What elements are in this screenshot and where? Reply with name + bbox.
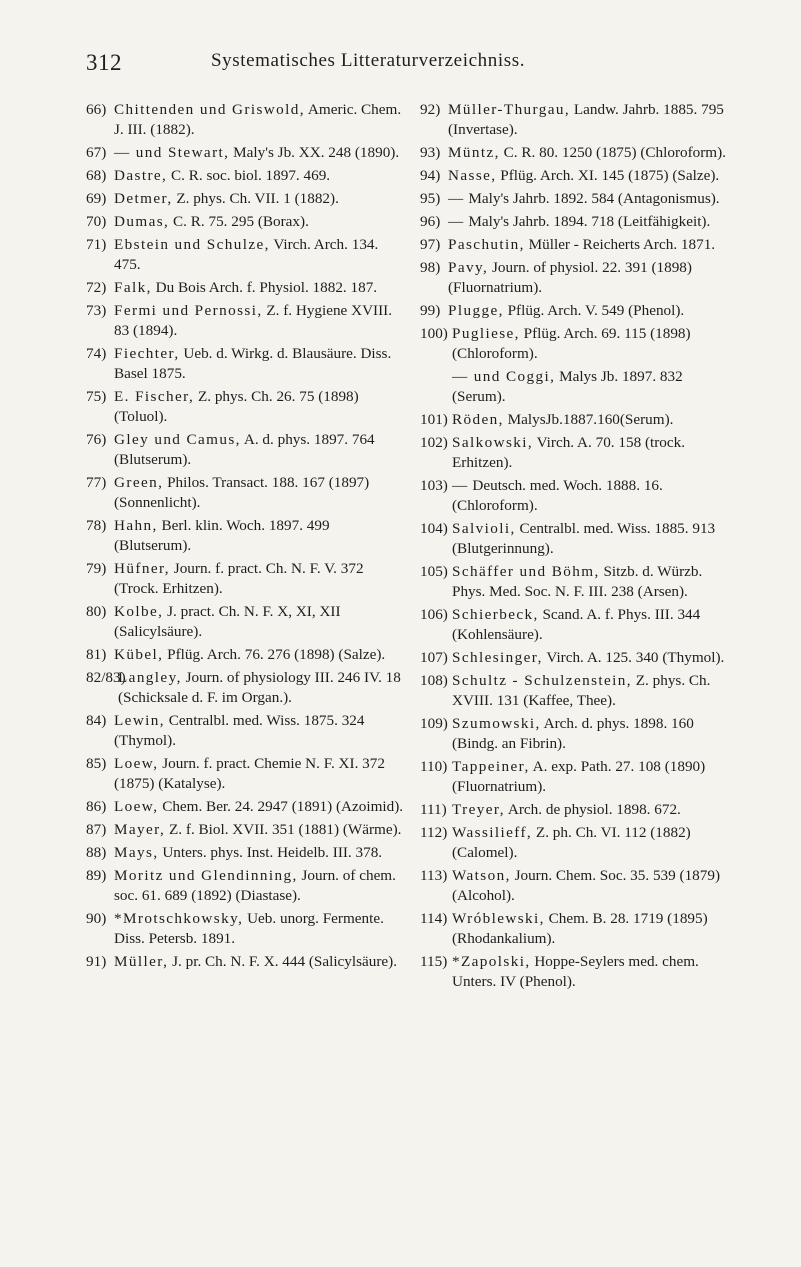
entry-citation: Maly's Jahrb. 1894. 718 (Leitfähigkeit). [468,213,711,230]
entry-number: 113) [420,867,448,884]
entry-author: — und Coggi, [452,368,556,385]
bibliography-entry [420,235,738,255]
right-column [420,100,738,995]
bibliography-entry [86,952,404,972]
entry-author: Wróblewski, [452,910,545,927]
bibliography-entry [420,258,738,298]
bibliography-entry [420,757,738,797]
bibliography-entry [86,212,404,232]
entry-citation: A. d. phys. 1897. 764 (Blutserum). [114,431,375,468]
entry-number: 98) [420,259,441,276]
entry-number: 104) [420,520,448,537]
entry-citation: Ueb. unorg. Fermente. Diss. Petersb. 1891. [114,910,384,947]
bibliography-entry [420,671,738,711]
entry-author: Moritz und Glendinning, [114,867,298,884]
entry-number: 93) [420,144,441,161]
entry-number: 81) [86,646,107,663]
entry-number: 84) [86,712,107,729]
bibliography-entry [86,602,404,642]
bibliography-entry [420,476,738,516]
bibliography-entry [420,519,738,559]
bibliography-entry [86,235,404,275]
entry-author: Schäffer und Böhm, [452,563,600,580]
entry-number: 110) [420,758,448,775]
bibliography-entry [86,278,404,298]
entry-author: Dumas, [114,213,170,230]
bibliography-entry [420,823,738,863]
entry-author: Loew, [114,798,159,815]
entry-citation: J. pr. Ch. N. F. X. 444 (Salicylsäure). [172,953,398,970]
bibliography-entry [86,754,404,794]
bibliography-entry [86,189,404,209]
bibliography-entry [86,166,404,186]
entry-citation: Z. f. Biol. XVII. 351 (1881) (Wärme). [169,821,402,838]
entry-author: *Zapolski, [452,953,531,970]
entry-number: 111) [420,801,447,818]
entry-number: 107) [420,649,448,666]
page-number: 312 [86,50,122,75]
entry-number: 77) [86,474,107,491]
entry-citation: Pflüg. Arch. V. 549 (Phenol). [507,302,685,319]
entry-citation: C. R. 80. 1250 (1875) (Chloroform). [503,144,726,161]
entry-number: 108) [420,672,448,689]
entry-citation: Pflüg. Arch. 69. 115 (1898) (Chloroform). [452,325,691,362]
left-column [86,100,404,975]
entry-author: Pugliese, [452,325,520,342]
entry-author: Szumowski, [452,715,541,732]
bibliography-entry [420,189,738,209]
entry-citation: Pflüg. Arch. 76. 276 (1898) (Salze). [167,646,386,663]
entry-author: Röden, [452,411,504,428]
entry-author: E. Fischer, [114,388,195,405]
entry-citation: Journ. of physiol. 22. 391 (1898) (Fluornatrium). [448,259,692,296]
entry-number: 90) [86,910,107,927]
entry-citation: MalysJb.1887.160(Serum). [507,411,674,428]
entry-author: — und Stewart, [114,144,230,161]
entry-author: Fermi und Pernossi, [114,302,263,319]
bibliography-entry [420,410,738,430]
entry-author: Schlesinger, [452,649,543,666]
entry-citation: Maly's Jahrb. 1892. 584 (Antagonismus). [468,190,720,207]
bibliography-entry [86,711,404,751]
bibliography-entry [86,645,404,665]
entry-number: 67) [86,144,107,161]
entry-author: Fiechter, [114,345,180,362]
entry-citation: Virch. Arch. 134. 475. [114,236,379,273]
entry-citation: Z. phys. Ch. 26. 75 (1898) (Toluol). [114,388,359,425]
entry-number: 99) [420,302,441,319]
bibliography-entry [420,714,738,754]
bibliography-entry [86,866,404,906]
entry-number: 91) [86,953,107,970]
entry-author: Hüfner, [114,560,170,577]
entry-author: Hahn, [114,517,158,534]
entry-author: Langley, [118,669,182,686]
entry-citation: Chem. Ber. 24. 2947 (1891) (Azoimid). [162,798,404,815]
entry-citation: Arch. d. phys. 1898. 160 (Bindg. an Fibrin). [452,715,694,752]
entry-citation: Ueb. d. Wirkg. d. Blausäure. Diss. Basel 1875. [114,345,392,382]
bibliography-entry [420,324,738,364]
entry-citation: Sitzb. d. Würzb. Phys. Med. Soc. N. F. III. 238 (Arsen). [452,563,703,600]
entry-number: 92) [420,101,441,118]
entry-citation: Deutsch. med. Woch. 1888. 16. (Chloroform). [452,477,663,514]
entry-author: Tappeiner, [452,758,530,775]
entry-author: Nasse, [448,167,497,184]
entry-number: 101) [420,411,448,428]
entry-citation: Journ. f. pract. Chemie N. F. XI. 372 (1875) (Katalyse). [114,755,385,792]
entry-citation: Arch. de physiol. 1898. 672. [507,801,681,818]
entry-citation: Z. phys. Ch. VII. 1 (1882). [176,190,339,207]
entry-number: 66) [86,101,107,118]
bibliography-entry [420,866,738,906]
entry-number: 106) [420,606,448,623]
entry-author: Green, [114,474,164,491]
entry-number: 73) [86,302,107,319]
bibliography-entry [86,143,404,163]
bibliography-entry [420,648,738,668]
entry-author: Müller-Thurgau, [448,101,571,118]
entry-number: 69) [86,190,107,207]
entry-author: Salvioli, [452,520,516,537]
entry-number: 85) [86,755,107,772]
bibliography-entry [86,430,404,470]
entry-number: 78) [86,517,107,534]
entry-number: 103) [420,477,448,494]
entry-citation: Pflüg. Arch. XI. 145 (1875) (Salze). [500,167,720,184]
bibliography-entry [420,212,738,232]
bibliography-entry [86,387,404,427]
entry-number: 79) [86,560,107,577]
entry-number: 95) [420,190,441,207]
entry-citation: Virch. A. 125. 340 (Thymol). [546,649,725,666]
entry-author: — [448,190,465,207]
entry-number: 112) [420,824,448,841]
entry-citation: Z. ph. Ch. VI. 112 (1882) (Calomel). [452,824,691,861]
entry-number: 68) [86,167,107,184]
bibliography-entry [86,301,404,341]
entry-author: Falk, [114,279,152,296]
bibliography-entry [420,367,738,407]
entry-citation: Philos. Transact. 188. 167 (1897) (Sonnenlicht). [114,474,370,511]
entry-citation: A. exp. Path. 27. 108 (1890) (Fluornatrium). [452,758,706,795]
bibliography-entry [420,166,738,186]
bibliography-entry [420,100,738,140]
entry-number: 70) [86,213,107,230]
entry-author: Loew, [114,755,159,772]
entry-citation: Berl. klin. Woch. 1897. 499 (Blutserum). [114,517,330,554]
entry-number: 89) [86,867,107,884]
bibliography-entry [86,100,404,140]
bibliography-entry [86,668,404,708]
entry-citation: Journ. Chem. Soc. 35. 539 (1879) (Alcohol). [452,867,721,904]
bibliography-entry [86,559,404,599]
entry-author: Wassilieff, [452,824,533,841]
entry-author: Gley und Camus, [114,431,241,448]
entry-author: Plugge, [448,302,504,319]
entry-citation: J. pract. Ch. N. F. X, XI, XII (Salicylsäure). [114,603,341,640]
entry-citation: Unters. phys. Inst. Heidelb. III. 378. [162,844,383,861]
entry-citation: Centralbl. med. Wiss. 1875. 324 (Thymol). [114,712,365,749]
entry-author: Detmer, [114,190,173,207]
entry-author: Dastre, [114,167,168,184]
entry-author: Watson, [452,867,511,884]
entry-author: *Mrotschkowsky, [114,910,244,927]
entry-citation: Maly's Jb. XX. 248 (1890). [233,144,400,161]
bibliography-entry [420,605,738,645]
entry-author: Kübel, [114,646,164,663]
entry-citation: Americ. Chem. J. III. (1882). [114,101,402,138]
entry-author: — [448,213,465,230]
bibliography-entry [86,516,404,556]
entry-number: 71) [86,236,107,253]
entry-author: Chittenden und Griswold, [114,101,305,118]
entry-number: 109) [420,715,448,732]
entry-author: Mays, [114,844,159,861]
entry-number: 87) [86,821,107,838]
bibliography-entry [86,797,404,817]
entry-author: Müntz, [448,144,500,161]
bibliography-entry [86,909,404,949]
entry-number: 75) [86,388,107,405]
entry-number: 105) [420,563,448,580]
entry-citation: Scand. A. f. Phys. III. 344 (Kohlensäure). [452,606,701,643]
entry-citation: Journ. f. pract. Ch. N. F. V. 372 (Trock. Erhitzen). [114,560,364,597]
entry-number: 94) [420,167,441,184]
bibliography-entry [86,843,404,863]
entry-citation: Müller - Reicherts Arch. 1871. [528,236,716,253]
entry-citation: Malys Jb. 1897. 832 (Serum). [452,368,683,405]
entry-author: Kolbe, [114,603,164,620]
entry-author: — [452,477,469,494]
entry-author: Mayer, [114,821,166,838]
entry-author: Salkowski, [452,434,534,451]
entry-author: Lewin, [114,712,165,729]
entry-author: Pavy, [448,259,489,276]
bibliography-entry [420,143,738,163]
entry-number: 115) [420,953,448,970]
entry-number: 102) [420,434,448,451]
bibliography-entry [420,909,738,949]
entry-number: 76) [86,431,107,448]
running-title: Systematisches Litteraturverzeichniss. [211,50,526,71]
bibliography-entry [420,301,738,321]
entry-number: 74) [86,345,107,362]
entry-author: Ebstein und Schulze, [114,236,270,253]
entry-author: Paschutin, [448,236,525,253]
bibliography-entry [420,562,738,602]
entry-author: Treyer, [452,801,505,818]
bibliography-entry [86,820,404,840]
entry-citation: Hoppe-Seylers med. chem. Unters. IV (Phenol). [452,953,699,990]
bibliography-entry [86,344,404,384]
entry-citation: C. R. 75. 295 (Borax). [173,213,309,230]
bibliography-entry [420,800,738,820]
entry-number: 82/83) [86,669,126,686]
entry-number: 96) [420,213,441,230]
entry-number: 80) [86,603,107,620]
entry-citation: Chem. B. 28. 1719 (1895) (Rhodankalium). [452,910,708,947]
entry-number: 114) [420,910,448,927]
entry-citation: Du Bois Arch. f. Physiol. 1882. 187. [155,279,378,296]
page-header [86,44,746,74]
entry-citation: C. R. soc. biol. 1897. 469. [171,167,331,184]
entry-citation: Landw. Jahrb. 1885. 795 (Invertase). [448,101,724,138]
entry-number: 100) [420,325,448,342]
entry-author: Schierbeck, [452,606,539,623]
entry-author: Schultz - Schulzenstein, [452,672,632,689]
entry-citation: Journ. of chem. soc. 61. 689 (1892) (Diastase). [114,867,396,904]
entry-number: 97) [420,236,441,253]
bibliography-entry [86,473,404,513]
entry-number: 72) [86,279,107,296]
bibliography-entry [420,433,738,473]
entry-author: Müller, [114,953,169,970]
entry-citation: Z. phys. Ch. XVIII. 131 (Kaffee, Thee). [452,672,711,709]
entry-citation: Centralbl. med. Wiss. 1885. 913 (Blutgerinnung). [452,520,716,557]
bibliography-entry [420,952,738,992]
entry-citation: Journ. of physiology III. 246 IV. 18 (Schicksale d. F. im Organ.). [118,669,401,706]
entry-number: 88) [86,844,107,861]
entry-citation: Virch. A. 70. 158 (trock. Erhitzen). [452,434,686,471]
entry-number: 86) [86,798,107,815]
entry-citation: Z. f. Hygiene XVIII. 83 (1894). [114,302,393,339]
